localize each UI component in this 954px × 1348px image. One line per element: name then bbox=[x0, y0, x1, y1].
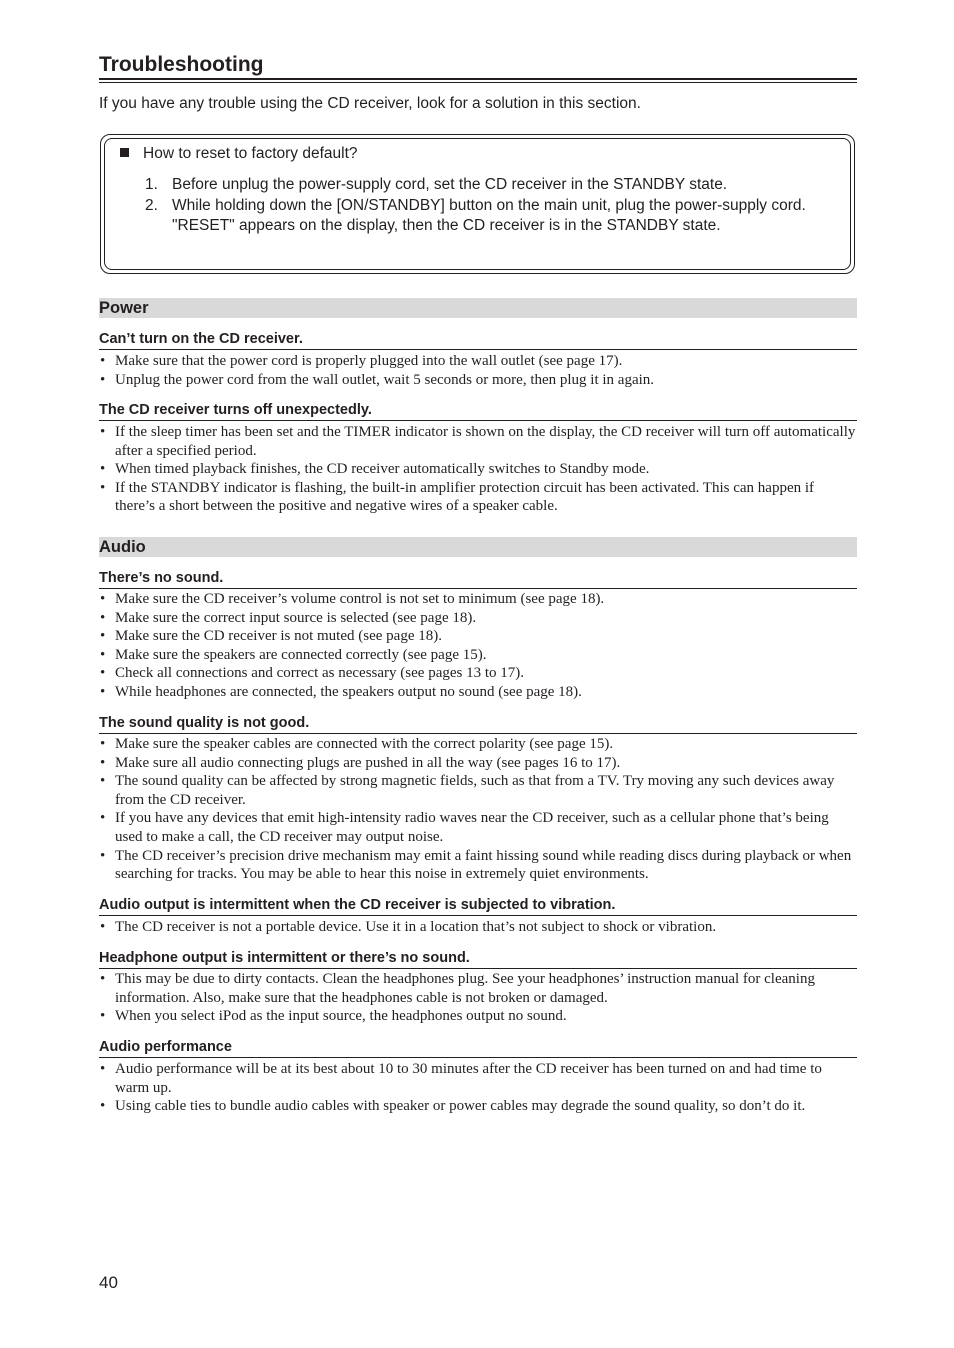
answer-list bbox=[99, 970, 857, 1026]
question-heading: Audio performance bbox=[99, 1038, 857, 1058]
step-number: 1. bbox=[145, 176, 158, 193]
note-heading-text: How to reset to factory default? bbox=[143, 145, 358, 162]
list-item: • Check all connections and correct as necessary (see pages 13 to 17). bbox=[99, 664, 857, 683]
list-item: • If you have any devices that emit high-intensity radio waves near the CD receiver, such as a cellular phone that’s being used to make a call, the CD receiver may output noise. bbox=[99, 809, 857, 846]
list-item: • When timed playback finishes, the CD receiver automatically switches to Standby mode. bbox=[99, 460, 857, 479]
list-item: • While headphones are connected, the speakers output no sound (see page 18). bbox=[99, 683, 857, 702]
list-item: • Make sure that the power cord is properly plugged into the wall outlet (see page 17). bbox=[99, 352, 857, 371]
title-rule bbox=[99, 78, 857, 83]
square-bullet-icon bbox=[120, 148, 129, 157]
answer-list bbox=[99, 918, 857, 937]
list-item: • Make sure the CD receiver is not muted (see page 18). bbox=[99, 627, 857, 646]
answer-list bbox=[99, 423, 857, 516]
list-item: • Make sure the speakers are connected correctly (see page 15). bbox=[99, 646, 857, 665]
answer-list bbox=[99, 590, 857, 702]
question-heading: The sound quality is not good. bbox=[99, 714, 857, 734]
list-item: • Using cable ties to bundle audio cables with speaker or power cables may degrade the sound quality, so don’t do it. bbox=[99, 1097, 857, 1116]
reset-note-box bbox=[100, 134, 855, 274]
reset-step bbox=[142, 196, 822, 237]
question-heading: There’s no sound. bbox=[99, 569, 857, 589]
list-item: • Unplug the power cord from the wall outlet, wait 5 seconds or more, then plug it in again. bbox=[99, 371, 857, 390]
list-item: • Make sure all audio connecting plugs are pushed in all the way (see pages 16 to 17). bbox=[99, 754, 857, 773]
section-header-audio: Audio bbox=[99, 537, 857, 557]
list-item: • Audio performance will be at its best about 10 to 30 minutes after the CD receiver has been turned on and had time to warm up. bbox=[99, 1060, 857, 1097]
note-heading bbox=[120, 144, 358, 164]
question-heading: The CD receiver turns off unexpectedly. bbox=[99, 401, 857, 421]
question-heading: Audio output is intermittent when the CD receiver is subjected to vibration. bbox=[99, 896, 857, 916]
question-heading: Headphone output is intermittent or there’s no sound. bbox=[99, 949, 857, 969]
list-item: • This may be due to dirty contacts. Clean the headphones plug. See your headphones’ instruction manual for cleaning information. Also, make sure that the headphones cable is not broken or damaged. bbox=[99, 970, 857, 1007]
page-title: Troubleshooting bbox=[99, 53, 264, 76]
step-note: "RESET" appears on the display, then the CD receiver is in the STANDBY state. bbox=[172, 217, 721, 234]
answer-list bbox=[99, 1060, 857, 1116]
answer-list bbox=[99, 735, 857, 884]
list-item: • If the sleep timer has been set and the TIMER indicator is shown on the display, the CD receiver will turn off automatically after a specified period. bbox=[99, 423, 857, 460]
list-item: • If the STANDBY indicator is flashing, the built-in amplifier protection circuit has been activated. This can happen if there’s a short between the positive and negative wires of a speaker cable. bbox=[99, 479, 857, 516]
list-item: • Make sure the CD receiver’s volume control is not set to minimum (see page 18). bbox=[99, 590, 857, 609]
question-heading: Can’t turn on the CD receiver. bbox=[99, 330, 857, 350]
list-item: • The CD receiver’s precision drive mechanism may emit a faint hissing sound while reading discs during playback or when searching for tracks. You may be able to hear this noise in extremely quiet environments. bbox=[99, 847, 857, 884]
intro-text: If you have any trouble using the CD receiver, look for a solution in this section. bbox=[99, 95, 641, 112]
page-number: 40 bbox=[99, 1273, 118, 1292]
reset-steps bbox=[142, 175, 822, 237]
answer-list bbox=[99, 352, 857, 389]
list-item: • When you select iPod as the input source, the headphones output no sound. bbox=[99, 1007, 857, 1026]
step-text: Before unplug the power-supply cord, set the CD receiver in the STANDBY state. bbox=[172, 176, 728, 193]
step-text: While holding down the [ON/STANDBY] button on the main unit, plug the power-supply cord. bbox=[172, 196, 806, 214]
step-number: 2. bbox=[145, 196, 158, 214]
section-header-power: Power bbox=[99, 298, 857, 318]
reset-step bbox=[142, 175, 822, 196]
list-item: • The sound quality can be affected by strong magnetic fields, such as that from a TV. Try moving any such devices away from the CD receiver. bbox=[99, 772, 857, 809]
list-item: • The CD receiver is not a portable device. Use it in a location that’s not subject to shock or vibration. bbox=[99, 918, 857, 937]
list-item: • Make sure the correct input source is selected (see page 18). bbox=[99, 609, 857, 628]
list-item: • Make sure the speaker cables are connected with the correct polarity (see page 15). bbox=[99, 735, 857, 754]
